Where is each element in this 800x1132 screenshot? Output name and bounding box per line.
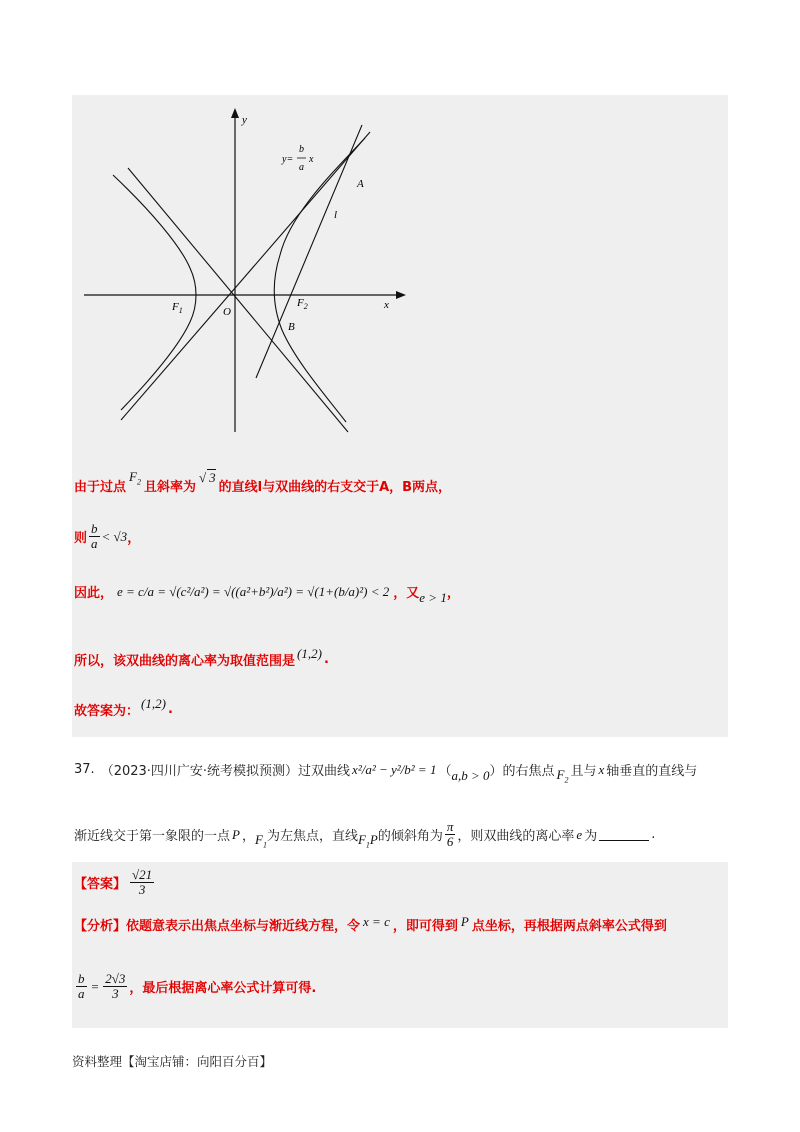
solution-line-3: 因此， e = c/a = √(c²/a²) = √((a²+b²)/a²) = √(1+(b/a)²) < 2 ，又 e > 1 ， [74,583,460,605]
eccentricity-derivation: e = c/a = √(c²/a²) = √((a²+b²)/a²) = √(1+(b/a)²) < 2 [117,583,390,599]
solution-line-1: 由于过点 $F_2$ 且斜率为 √ 3 的直线l与双曲线的右支交于A，B两点， [74,468,452,495]
point-a-label: A [357,178,364,190]
question-line-2: 渐近线交于第一象限的一点 P ， $F_1$ 为左焦点，直线 $F_1P$ 的倾斜角为 $\frac{\pi}{6}$ ，则双曲线的离心率 e 为 . [74,819,656,850]
asymptote-lhs: y= [282,154,294,165]
solution-line-2: 则 $\frac{b}{a}$ < √3 ， [74,521,141,552]
asymptote-num: b [299,144,304,155]
answer-block [72,862,728,1028]
hyperbola-equation: x²/a² − y²/b² = 1 [352,761,437,777]
asymptote-den: a [299,162,304,173]
origin-label: O [223,306,231,318]
question-line-1: 37. （2023·四川广安·统考模拟预测）过双曲线 x²/a² − y²/b² = 1 （ a,b > 0 ）的右焦点 $F_2$ 且与 x 轴垂直的直线与 [74,761,698,785]
footer-text: 资料整理【淘宝店铺：向阳百分百】 [72,1054,273,1069]
axis-y-label: y [242,114,247,126]
axis-x-label: x [384,299,389,311]
f2-label: $F_2$ [297,297,308,311]
solution-line-5: 故答案为： (1,2) . [74,695,173,719]
hyperbola-figure [72,95,432,445]
analysis-line-1: 【分析】 依题意表示出焦点坐标与渐近线方程，令 x = c ，即可得到 P 点坐标，再根据两点斜率公式得到 [74,913,667,934]
point-b-label: B [288,321,295,333]
line-l-label: l [334,209,338,221]
asymptote-x: x [309,154,314,165]
analysis-line-2: $\frac{b}{a}$ = $\frac{2√3}{3}$ ，最后根据离心率公式计算可得. [78,971,317,1002]
f1-label: $F_1$ [172,301,183,315]
solution-line-4: 所以，该双曲线的离心率为取值范围是 (1,2) . [74,645,329,669]
answer-line: 【答案】 $\frac{√21}{3}$ [74,867,153,898]
answer-blank[interactable] [599,828,649,841]
